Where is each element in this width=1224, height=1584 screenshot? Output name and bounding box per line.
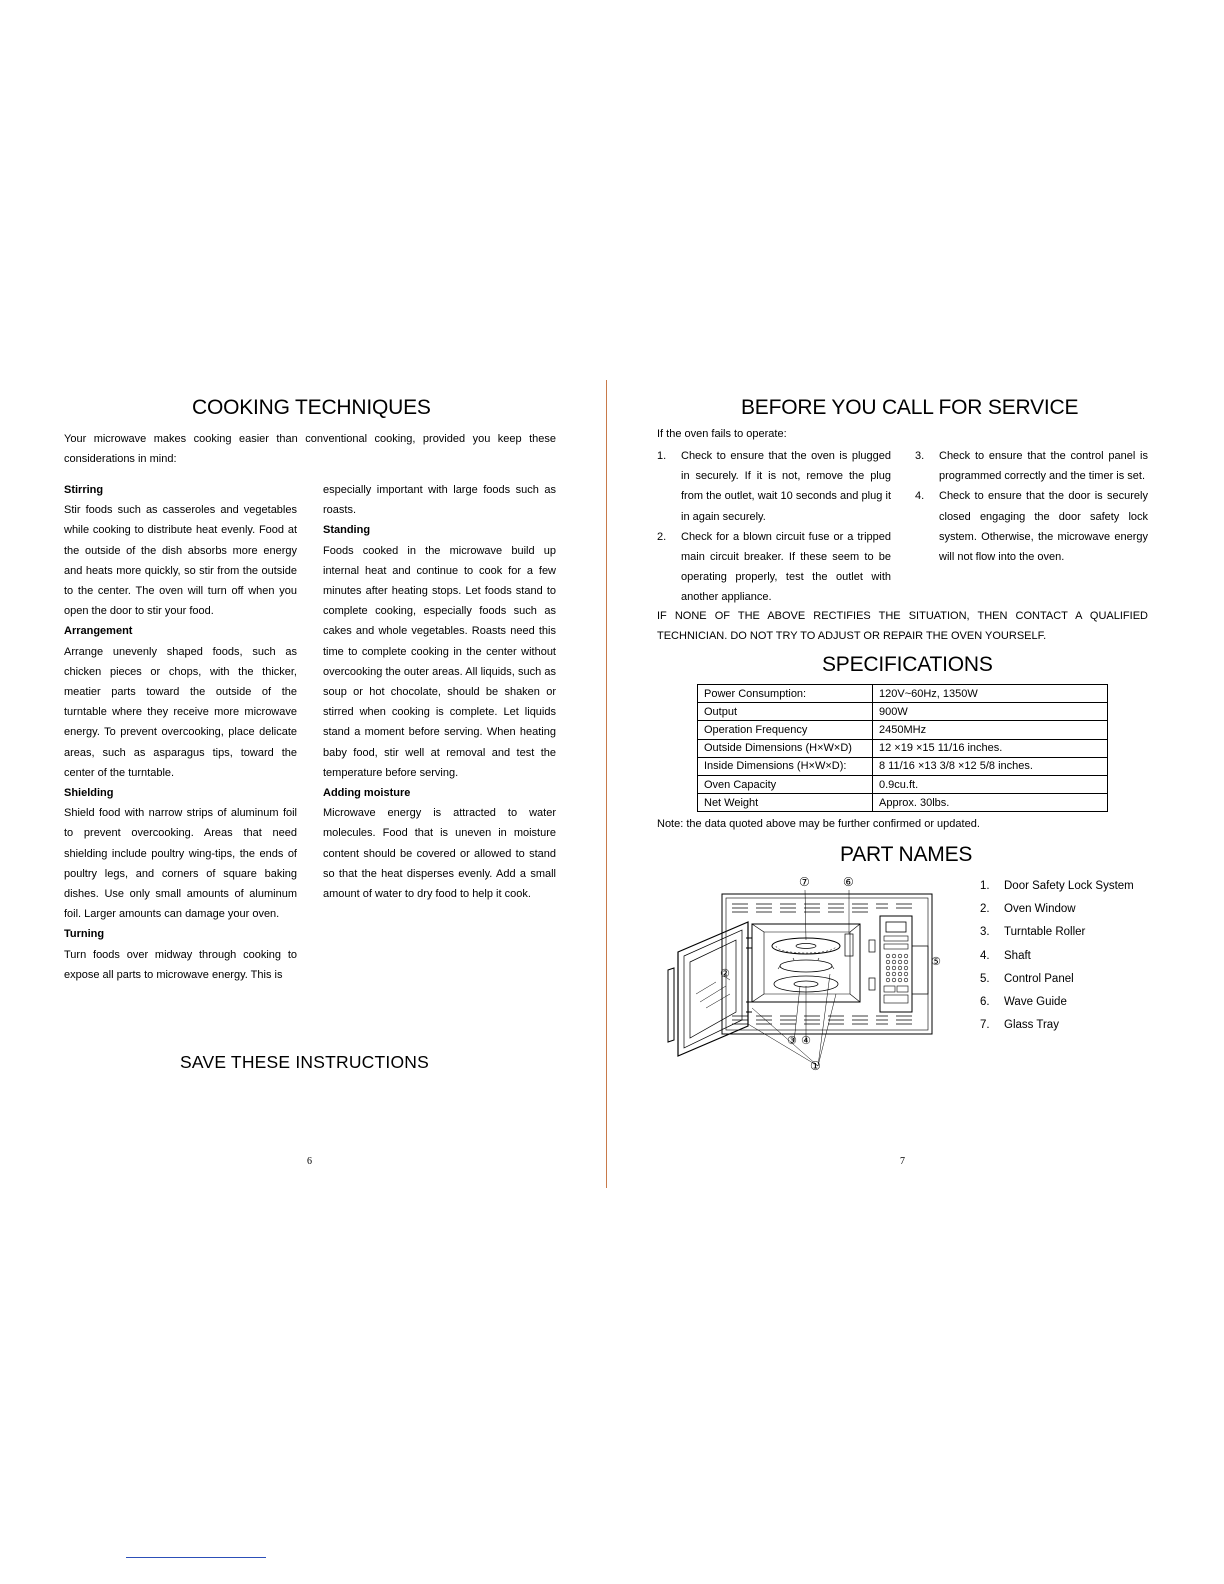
- part-name: Shaft: [1004, 949, 1031, 962]
- spec-value: 8 11/16 ×13 3/8 ×12 5/8 inches.: [873, 757, 1108, 775]
- part-name: Glass Tray: [1004, 1019, 1059, 1032]
- spec-label: Outside Dimensions (H×W×D): [698, 739, 873, 757]
- text-turning-continued: especially important with large foods such as roasts.: [323, 484, 556, 517]
- part-name: Door Safety Lock System: [1004, 880, 1134, 892]
- list-item: [980, 950, 1134, 973]
- text-turning: Turn foods over midway through cooking to expose all parts to microwave energy. This is: [64, 948, 297, 981]
- save-instructions-notice: SAVE THESE INSTRUCTIONS: [180, 1052, 429, 1072]
- part-name: Oven Window: [1004, 903, 1076, 916]
- glass-tray: [772, 938, 840, 954]
- latch-hole-upper: [869, 940, 875, 952]
- spec-label: Inside Dimensions (H×W×D):: [698, 757, 873, 775]
- table-row: [698, 703, 1108, 721]
- section-stirring: [64, 480, 297, 621]
- part-number: 5.: [980, 972, 990, 985]
- control-display: [886, 922, 906, 932]
- cavity-back-wall: [764, 932, 850, 994]
- list-item: [980, 880, 1134, 903]
- part-number: 2.: [980, 903, 990, 916]
- list-item: [980, 973, 1134, 996]
- door-handle: [668, 968, 674, 1042]
- check-number: 1.: [657, 450, 667, 462]
- text-adding-moisture: Microwave energy is attracted to water molecules. Food that is uneven in moisture content should be covered or allowed to stand so that the heat disperses evenly. Add a small amount of water to dry food to help it cook.: [323, 807, 556, 901]
- right-column: [323, 480, 556, 904]
- page-divider: [606, 380, 607, 1188]
- service-warning: IF NONE OF THE ABOVE RECTIFIES THE SITUATION, THEN CONTACT A QUALIFIED TECHNICIAN. DO NOT TRY TO ADJUST OR REPAIR THE OVEN YOURSELF.: [657, 610, 1148, 643]
- spec-value: 900W: [873, 703, 1108, 721]
- spec-value: 2450MHz: [873, 721, 1108, 739]
- check-item: [915, 486, 1148, 567]
- list-item: [980, 926, 1134, 949]
- control-panel: [880, 916, 912, 1012]
- spec-value: 12 ×19 ×15 11/16 inches.: [873, 739, 1108, 757]
- callout-2: ②: [720, 968, 730, 980]
- section-adding-moisture: [323, 783, 556, 904]
- check-number: 2.: [657, 530, 667, 543]
- list-item: [980, 903, 1134, 926]
- spec-label: Oven Capacity: [698, 775, 873, 793]
- check-number: 4.: [915, 490, 925, 503]
- table-row: [698, 739, 1108, 757]
- service-title: BEFORE YOU CALL FOR SERVICE: [741, 396, 1079, 419]
- checks-right-column: [915, 446, 1148, 567]
- open-door: [678, 922, 748, 1056]
- callout-5: ⑤: [931, 956, 941, 968]
- turntable-roller: [780, 960, 832, 972]
- page-number-right: 7: [900, 1156, 905, 1167]
- intro-paragraph: Your microwave makes cooking easier than conventional cooking, provided you keep these considerations in mind:: [64, 433, 556, 466]
- heading-stirring: Stirring: [64, 484, 104, 496]
- part-name: Control Panel: [1004, 972, 1074, 985]
- left-column: [64, 480, 297, 985]
- specifications-table: [697, 684, 1108, 812]
- specifications-title: SPECIFICATIONS: [822, 653, 993, 676]
- spec-value: Approx. 30lbs.: [873, 794, 1108, 812]
- spec-label: Output: [698, 703, 873, 721]
- service-lead: If the oven fails to operate:: [657, 428, 787, 440]
- part-number: 3.: [980, 926, 990, 939]
- specifications-note: Note: the data quoted above may be further confirmed or updated.: [657, 818, 980, 830]
- bottom-vents: [732, 1016, 912, 1024]
- part-name: Wave Guide: [1004, 995, 1067, 1008]
- oven-window: [690, 940, 736, 1038]
- section-shielding: [64, 783, 297, 924]
- text-stirring: Stir foods such as casseroles and vegetables while cooking to distribute heat evenly. Food at the outside of the dish absorbs more energy and heats more quickly, so stir from the outside to the center. The oven will turn off when you open the door to stir your food.: [64, 504, 297, 618]
- list-item: [980, 996, 1134, 1019]
- heading-standing: Standing: [323, 524, 371, 537]
- part-number: 4.: [980, 949, 990, 962]
- spec-label: Power Consumption:: [698, 685, 873, 703]
- spec-value: 120V~60Hz, 1350W: [873, 685, 1108, 703]
- part-number: 1.: [980, 880, 990, 892]
- text-arrangement: Arrange unevenly shaped foods, such as chicken pieces or chops, with the thicker, meatier parts toward the outside of the turntable where they receive more microwave energy. To prevent overcooking, place delicate areas, such as asparagus tips, toward the center of the turntable.: [64, 645, 297, 779]
- latch-hole-lower: [869, 978, 875, 990]
- check-item: [657, 527, 891, 608]
- microwave-diagram: [660, 874, 950, 1079]
- table-row: [698, 757, 1108, 775]
- wave-guide: [845, 934, 853, 956]
- part-number: 6.: [980, 995, 990, 1008]
- check-text: Check for a blown circuit fuse or a tripped main circuit breaker. If these seem to be operating properly, test the outlet with another appliance.: [681, 530, 891, 604]
- spec-label: Operation Frequency: [698, 721, 873, 739]
- table-row: [698, 685, 1108, 703]
- check-number: 3.: [915, 450, 925, 462]
- heading-turning: Turning: [64, 928, 105, 941]
- text-shielding: Shield food with narrow strips of aluminum foil to prevent overcooking. Areas that need shielding include poultry wing-tips, the ends of poultry legs, and corners of square baking dishes. Use only small amounts of aluminum foil. Larger amounts can damage your oven.: [64, 807, 297, 921]
- top-vents: [732, 904, 912, 912]
- heading-shielding: Shielding: [64, 787, 114, 800]
- part-names-list: [980, 880, 1134, 1042]
- part-names-title: PART NAMES: [840, 843, 973, 866]
- heading-arrangement: Arrangement: [64, 625, 133, 638]
- spec-label: Net Weight: [698, 794, 873, 812]
- heading-adding-moisture: Adding moisture: [323, 787, 411, 800]
- cooking-techniques-title: COOKING TECHNIQUES: [192, 396, 431, 419]
- section-standing: [323, 520, 556, 783]
- cabinet-inner-outline: [726, 898, 928, 1030]
- checks-left-column: [657, 446, 891, 608]
- section-turning: [64, 924, 297, 985]
- section-arrangement: [64, 621, 297, 783]
- check-text: Check to ensure that the door is securely closed engaging the door safety lock system. Otherwise, the microwave energy will not flow into the oven.: [939, 490, 1148, 564]
- text-standing: Foods cooked in the microwave build up internal heat and continue to cook for a few minutes after heating stops. Let foods stand to complete cooking, especially foods such as cakes and whole vegetables. Roasts need this time to complete cooking in the center without overcooking the outer areas. All liquids, such as soup or hot chocolate, should be shaken or stirred when cooking is complete. Let liquids stand a moment before serving. When heating baby food, stir well at removal and test the temperature before serving.: [323, 544, 556, 779]
- callout-3: ③: [787, 1035, 797, 1047]
- check-text: Check to ensure that the oven is plugged in securely. If it is not, remove the plug from the outlet, wait 10 seconds and plug it in again securely.: [681, 450, 891, 523]
- table-row: [698, 794, 1108, 812]
- door-latches: [746, 938, 752, 1012]
- check-item: [657, 446, 891, 527]
- table-row: [698, 721, 1108, 739]
- check-text: Check to ensure that the control panel is programmed correctly and the timer is set.: [939, 450, 1148, 483]
- list-item: [980, 1019, 1134, 1042]
- part-number: 7.: [980, 1019, 990, 1032]
- callout-1: ①: [810, 1059, 821, 1073]
- page-number-left: 6: [307, 1156, 312, 1167]
- spec-value: 0.9cu.ft.: [873, 775, 1108, 793]
- callout-4: ④: [801, 1035, 811, 1047]
- check-item: [915, 446, 1148, 486]
- footer-link-underline: [126, 1557, 266, 1558]
- control-buttons: [884, 936, 908, 1003]
- table-row: [698, 775, 1108, 793]
- part-name: Turntable Roller: [1004, 926, 1086, 939]
- callout-7: ⑦: [799, 875, 810, 889]
- callout-6: ⑥: [843, 875, 854, 889]
